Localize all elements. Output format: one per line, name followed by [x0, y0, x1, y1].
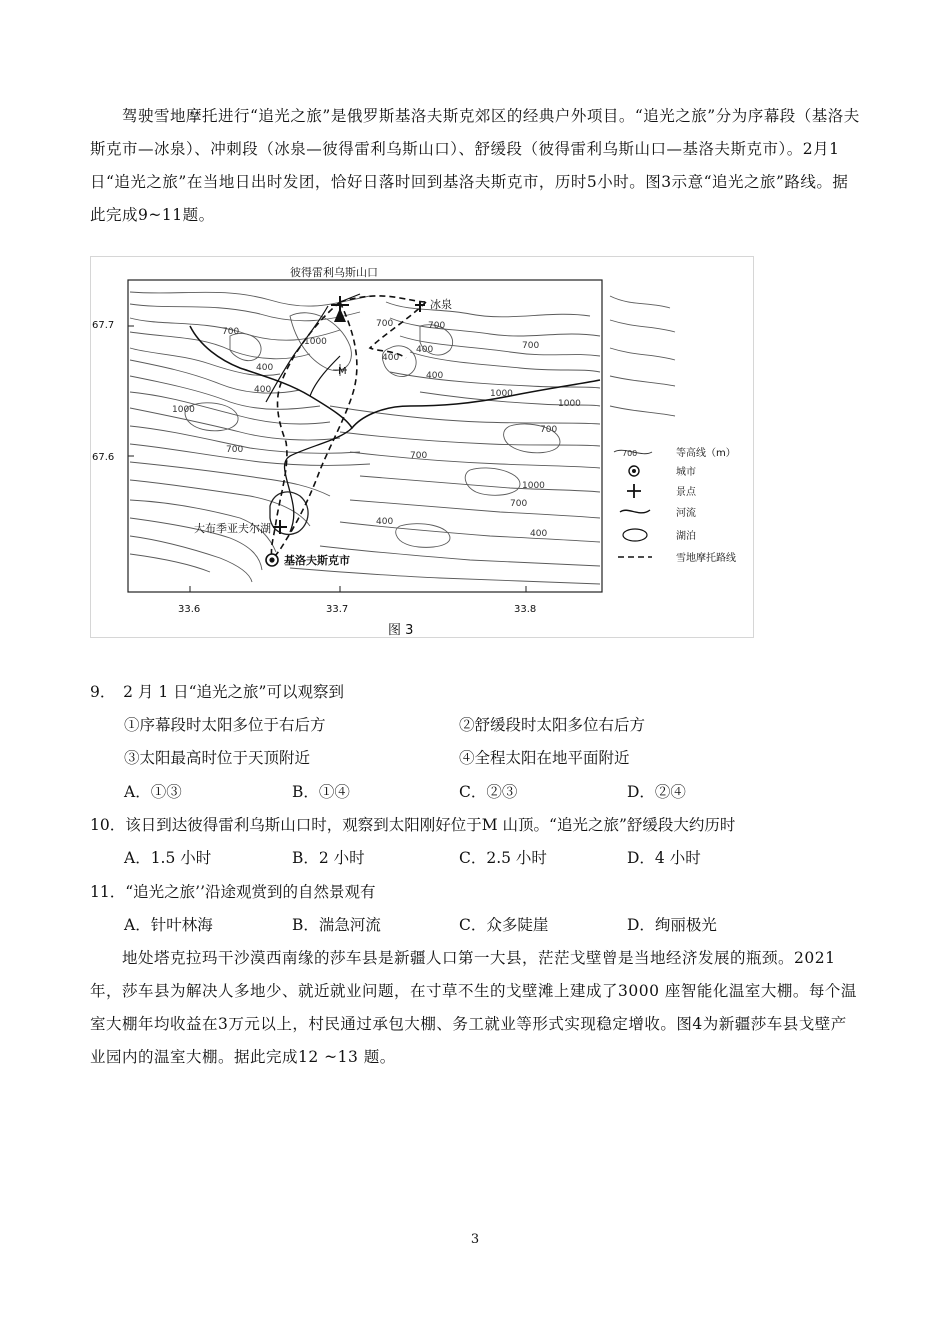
- q9-item-1: ①序幕段时太阳多位于右后方: [124, 716, 326, 734]
- q11-option-b[interactable]: B．湍急河流: [292, 916, 381, 934]
- q10-option-b[interactable]: B．2 小时: [292, 849, 365, 867]
- intro-paragraph-2: 地处塔克拉玛干沙漠西南缘的莎车县是新疆人口第一大县，茫茫戈壁曾是当地经济发展的瓶颈。2021年，莎车县为解决人多地少、就近就业问题，在寸草不生的戈壁滩上建成了3000 座智能化温室大棚。每个温室大棚年均收益在3万元以上，村民通过承包大棚、务工就业等形式实现稳定增收。图4为新疆莎车县戈壁产业园内的温室大棚。据此完成12 ~13 题。: [90, 949, 857, 1066]
- q11-stem: 11．“追光之旅’’沿途观赏到的自然景观有: [90, 883, 376, 901]
- q9-item-3: ③太阳最高时位于天顶附近: [124, 749, 311, 767]
- lat-label-67-6: 67.6: [92, 452, 115, 463]
- q9-option-c[interactable]: C．②③: [459, 783, 518, 801]
- figure-caption: 图 3: [388, 623, 414, 638]
- svg-text:1000: 1000: [172, 405, 195, 415]
- q9-option-d[interactable]: D．②④: [627, 783, 686, 801]
- lon-label-33-8: 33.8: [514, 604, 537, 615]
- q9-item-4: ④全程太阳在地平面附近: [459, 749, 630, 767]
- label-peak-m: M: [338, 366, 347, 377]
- svg-text:700: 700: [510, 499, 528, 509]
- svg-text:700: 700: [540, 425, 558, 435]
- label-lake: 大布季亚夫尔湖: [194, 522, 271, 535]
- label-pass: 彼得雷利乌斯山口: [290, 266, 378, 279]
- q10-option-a[interactable]: A．1.5 小时: [124, 849, 212, 867]
- legend-route-label: 雪地摩托路线: [676, 553, 736, 564]
- svg-text:400: 400: [254, 385, 272, 395]
- q10-stem: 10．该日到达彼得雷利乌斯山口时，观察到太阳刚好位于M 山顶。“追光之旅”舒缓段大约历时: [90, 816, 736, 834]
- svg-text:700: 700: [226, 445, 244, 455]
- label-spring: 冰泉: [430, 298, 452, 311]
- q9-stem: 9． 2 月 1 日“追光之旅”可以观察到: [90, 683, 344, 701]
- legend-river-label: 河流: [676, 508, 696, 519]
- svg-text:400: 400: [376, 517, 394, 527]
- svg-text:700: 700: [410, 451, 428, 461]
- svg-text:700: 700: [376, 319, 394, 329]
- q10-option-c[interactable]: C．2.5 小时: [459, 849, 547, 867]
- q9-option-b[interactable]: B．①④: [292, 783, 350, 801]
- svg-text:400: 400: [416, 345, 434, 355]
- page-number: 3: [470, 1232, 480, 1247]
- q9-item-2: ②舒缓段时太阳多位右后方: [459, 716, 646, 734]
- intro-paragraph-1: 驾驶雪地摩托进行“追光之旅”是俄罗斯基洛夫斯克郊区的经典户外项目。“追光之旅”分为序幕段（基洛夫斯克市—冰泉）、冲刺段（冰泉—彼得雷利乌斯山口）、舒缓段（彼得雷利乌斯山口—基洛夫斯克市）。2月1日“追光之旅”在当地日出时发团，恰好日落时回到基洛夫斯克市，历时5小时。图3示意“追光之旅”路线。据此完成9~11题。: [90, 107, 860, 224]
- legend-scenic-label: 景点: [676, 487, 696, 498]
- legend-city-label: 城市: [676, 467, 696, 478]
- lon-label-33-6: 33.6: [178, 604, 201, 615]
- lon-label-33-7: 33.7: [326, 604, 349, 615]
- q11-option-d[interactable]: D．绚丽极光: [627, 916, 717, 934]
- svg-text:1000: 1000: [522, 481, 545, 491]
- svg-text:400: 400: [426, 371, 444, 381]
- q10-option-d[interactable]: D．4 小时: [627, 849, 701, 867]
- lat-label-67-7: 67.7: [92, 320, 115, 331]
- svg-text:1000: 1000: [304, 337, 327, 347]
- label-city: 基洛夫斯克市: [284, 554, 350, 567]
- q9-option-a[interactable]: A．①③: [124, 783, 182, 801]
- svg-text:400: 400: [530, 529, 548, 539]
- svg-text:700: 700: [522, 341, 540, 351]
- svg-text:700: 700: [222, 327, 240, 337]
- legend-contour-sample: 700: [622, 449, 638, 458]
- svg-text:1000: 1000: [558, 399, 581, 409]
- svg-text:700: 700: [428, 321, 446, 331]
- svg-text:400: 400: [382, 353, 400, 363]
- svg-text:1000: 1000: [490, 389, 513, 399]
- q11-option-a[interactable]: A．针叶林海: [124, 916, 213, 934]
- legend-lake-label: 湖泊: [676, 531, 696, 542]
- q11-option-c[interactable]: C．众多陡崖: [459, 916, 549, 934]
- svg-text:400: 400: [256, 363, 274, 373]
- figure-3-map: [90, 256, 754, 638]
- legend-contour-label: 等高线（m）: [676, 448, 736, 459]
